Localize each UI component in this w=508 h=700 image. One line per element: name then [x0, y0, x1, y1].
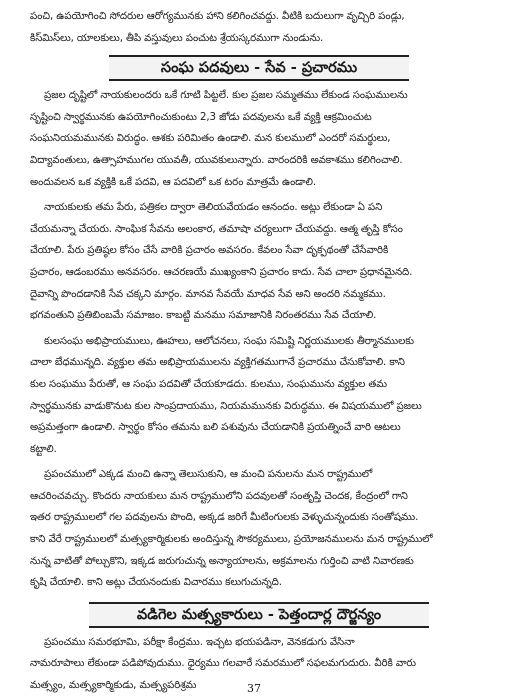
paragraph-4 [30, 464, 488, 594]
section-heading-1: సంఘ పదవులు - సేవ - ప్రచారము [109, 55, 409, 81]
text-line: కట్టాలి. [30, 443, 57, 455]
text-line: ప్రచారం, ఆడంబరము అనవసరం. ఆచరణయే ముఖ్యంకాని ప్రచారం కాదు. సేవ చాలా ప్రధానమైనది. [30, 266, 413, 278]
text-line: భగవంతుని ప్రతిబింబమే సమాజం. కాబట్టి మనము సమాజానికి నిరంతరము సేవ చేయాలి. [30, 310, 377, 322]
text-line: చాలా బేధమున్నది. వ్యక్తుల తమ అభిప్రాయములను వ్యక్తిగతముగానే ప్రచారము చేసుకోవాలి. కాని [30, 357, 405, 369]
text-line: పంచి, ఉపయోగించి సోదరుల ఆరోగ్యమునకు హాని కలిగించవద్దు. వీటికి బదులుగా వృచ్చిరి పండ్లు, [30, 11, 405, 22]
text-line: ప్రజల దృష్టిలో నాయకులందరు ఒకే గూటి పిట్టలే. కుల ప్రజల సమ్మతము లేకుండ సంఘములను [44, 90, 408, 102]
page-number: 37 [247, 682, 261, 695]
text-line: నున్న వాటితో పోల్చుకొని, ఇక్కడ జరుగుచున్న అన్యాయాలను, అక్రమాలను గుర్తించి వాటి నివారణకు [30, 555, 414, 567]
text-line: కులసంఘ అభిప్రాయములు, ఊహలు, ఆలోచనలు, సంఘ సమిష్టి నిర్ణయములకు తీర్మానములకు [44, 335, 414, 347]
text-line: చేయమన్నా చేయరు. సాంఘిక సేవను అలంకార, తమాషా చర్యలుగా చేయవద్దు. ఆత్మ తృప్తి కోసం [30, 223, 403, 235]
text-line: స్వార్థమునకు వాడుకొనుట కుల సాంప్రదాయము, నియమమునకు విరుద్ధము. ఈ విషయములో ప్రజలు [30, 400, 422, 412]
paragraph-2 [30, 197, 488, 327]
text-line: చేయాలి. పేరు ప్రతిష్ఠల కోసం చేసే వారికి ప్రచారం అవసరం. కేవలం సేవా దృక్పథంతో చేసేవారికి [30, 245, 389, 257]
text-line: కృషి చేయాలి. కాని అట్లు చేయనందుకు విచారము కలుగుచున్నది. [30, 577, 282, 589]
text-line: నామరూపాలు లేకుండా పడిపోవుదుము. ధైర్యము గలవారే సమరములో సఫలమగుదురు. వీరికి వారు [30, 658, 416, 670]
text-line: కుల సంఘము పేరుతో, ఆ సంఘ పదవితో చేయకూడదు. కులము, సంఘమును వ్యక్తుల తమ [30, 378, 387, 390]
intro-paragraph [30, 6, 488, 49]
paragraph-3 [30, 331, 488, 461]
text-line: సంఘనియమమునకు విరుద్ధం. ఆశకు పరిమితం ఉండాలి. మన కులములో ఎందరో సమర్థులు, [30, 133, 391, 145]
text-line: విద్యావంతులు, ఉత్సాహముగల యువతీ, యువకులున్నారు. వారందరికి అవకాశము కలిగించాలి. [30, 154, 403, 166]
text-line: అందువలన ఒక వ్యక్తికి ఒకే పదవి, ఆ పదవిలో ఒక టరం మాత్రమే ఉండాలి. [30, 176, 316, 188]
text-line: మత్స్యం, మత్స్యకార్మికుడు, మత్స్యపరిశ్రమ [30, 680, 197, 692]
text-line: సృష్టించి స్వార్థమునకు ఉపయోగించుకుంటు 2,3 జోడు పదవులను ఒకే వ్యక్తి ఆక్రమించుట [30, 111, 372, 123]
text-line: ఇతర రాష్ట్రములలో గల పదవులను పొంది, అక్కడ జరిగే మీటింగులకు వెళ్ళుచున్నందుకు సంతోషము. [30, 512, 419, 524]
text-line: కాని వేరే రాష్ట్రములలో మత్స్యకార్మికులకు అందిస్తున్న సౌకర్యములు, ప్రయోజనములను మన రాష్ట్రములో [30, 534, 433, 546]
text-line: దైవాన్ని పొందడానికి సేవ చక్కని మార్గం. మానవ సేవయే మాధవ సేవ అని అందరి నమ్మకము. [30, 288, 386, 300]
text-line: నాయకులకు తమ పేరు, పత్రికల ద్వారా తెలియవేయడం ఆనందం. అట్లు లేకుండా ఏ పని [44, 202, 383, 214]
text-line: ప్రపంచము సమరభూమి, పరీక్షా కేంద్రము. ఇచ్చట భయపడినా, వెనకడుగు వేసినా [44, 636, 355, 648]
paragraph-1 [30, 85, 488, 193]
text-line: ఆచరించవచ్చు. కొందరు నాయకులు మన రాష్ట్రములోని పదవులతో సంతృప్తి చెందక, కేంద్రంలో గాని [30, 490, 408, 502]
page-content [30, 6, 488, 697]
text-line: ప్రపంచములో ఎక్కడ మంచి ఉన్నా తెలుసుకుని, ఆ మంచి పనులను మన రాష్ట్రములో [44, 469, 373, 481]
section-heading-2: వడిగెల మత్స్యకారులు - పెత్తందార్ల దౌర్జన్యం [89, 602, 429, 628]
text-line: అప్రమత్తంగా ఉండాలి. స్వార్థం కోసం తమను బలి పశువును చేయడానికి ప్రయత్నించే వారి ఆటలు [30, 422, 401, 434]
text-line: కిస్‌మిస్‌లు, యాలకులు, తీపి వస్తువులు పంచుట శ్రేయస్కరముగా నుండును. [30, 32, 324, 44]
